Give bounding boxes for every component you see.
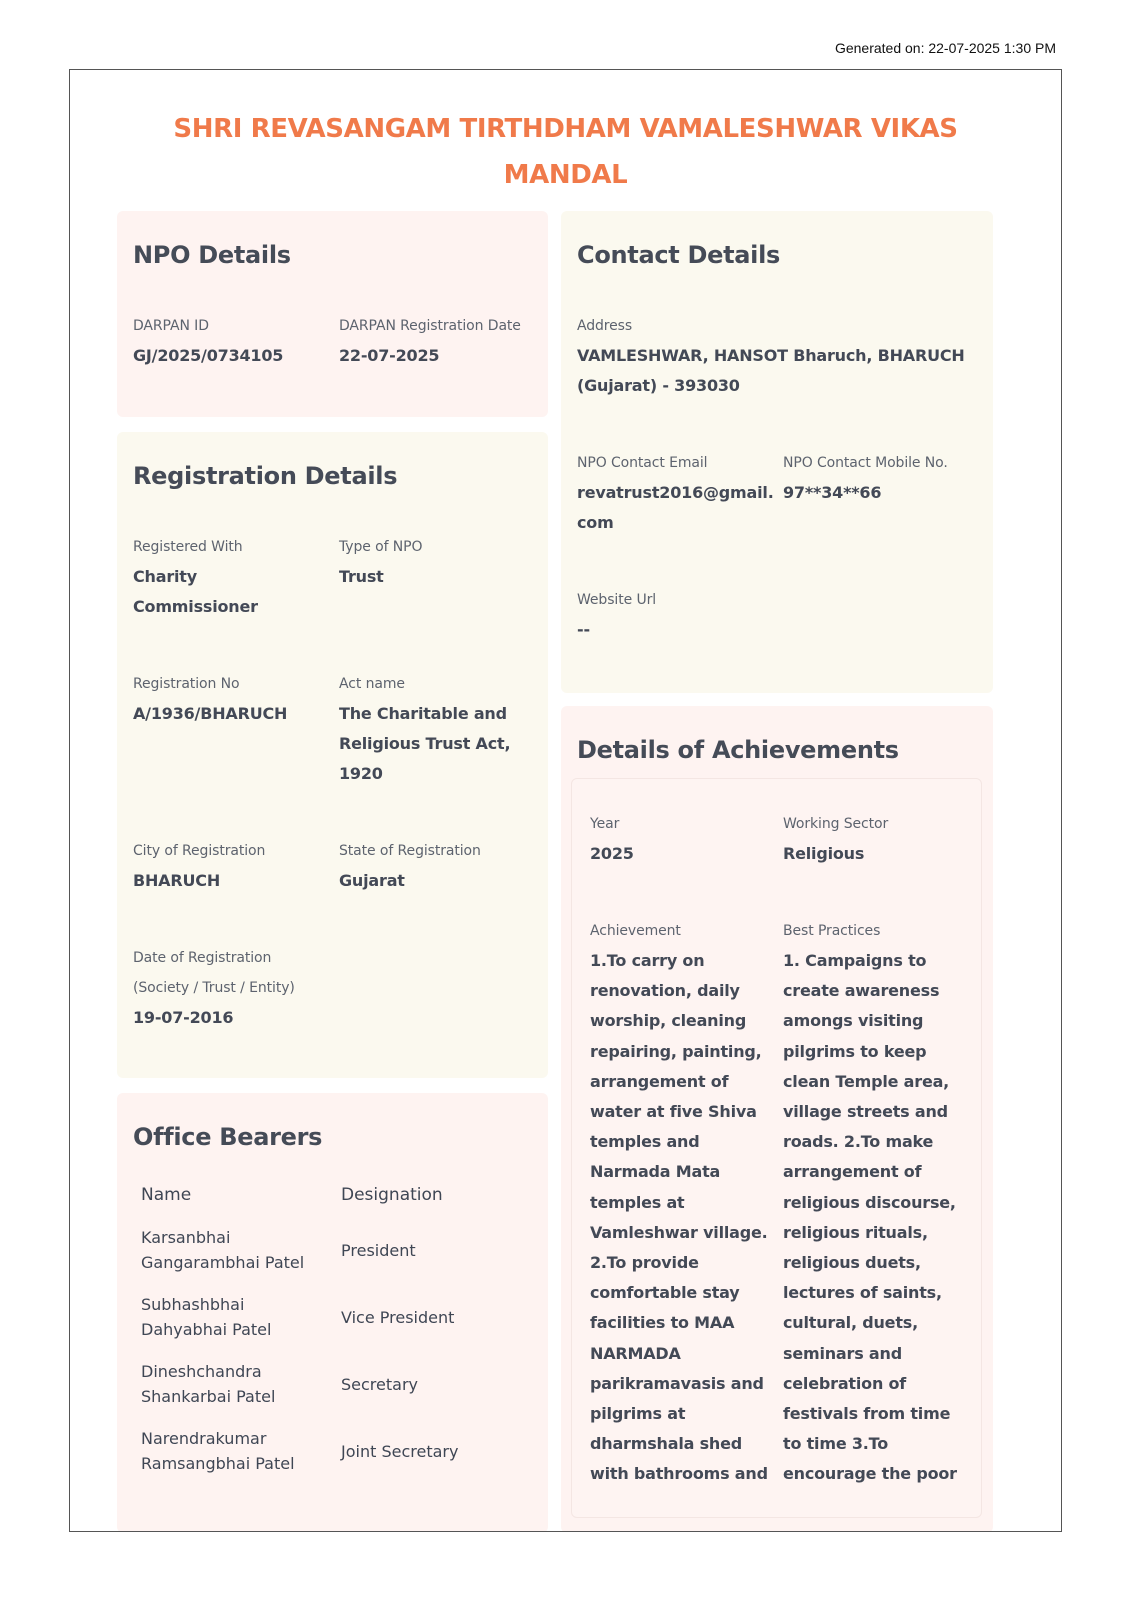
office-row-4-name: Narendrakumar Ramsangbhai Patel (141, 1429, 295, 1473)
darpan-reg-date-value: 22-07-2025 (339, 346, 440, 365)
document-page (69, 69, 1062, 1532)
email-field (577, 448, 777, 538)
registration-date-value: 19-07-2016 (133, 1008, 234, 1027)
registration-state-value: Gujarat (339, 871, 405, 890)
sector-label: Working Sector (783, 816, 889, 832)
achievement-label: Achievement (590, 923, 681, 939)
registration-date-label: Date of Registration (Society / Trust / Entity) (133, 950, 295, 996)
npo-details-title: NPO Details (133, 241, 291, 269)
office-row-2-name: Subhashbhai Dahyabhai Patel (141, 1295, 272, 1339)
registration-no-field (133, 669, 333, 729)
sector-value: Religious (783, 844, 865, 863)
address-field (577, 311, 977, 401)
website-field (577, 585, 777, 645)
achievements-card (561, 706, 993, 1532)
registration-details-title: Registration Details (133, 462, 398, 490)
act-name-value: The Charitable and Religious Trust Act, 1920 (339, 704, 511, 783)
office-col-name: Name (141, 1185, 192, 1205)
darpan-id-label: DARPAN ID (133, 318, 209, 334)
act-name-field (339, 669, 519, 789)
best-practices-field (783, 916, 973, 1490)
darpan-id-value: GJ/2025/0734105 (133, 346, 284, 365)
mobile-field (783, 448, 983, 508)
office-bearers-title: Office Bearers (133, 1123, 323, 1151)
generated-timestamp: Generated on: 22-07-2025 1:30 PM (834, 40, 1056, 56)
registration-city-label: City of Registration (133, 843, 266, 859)
registration-no-label: Registration No (133, 676, 240, 692)
sector-field (783, 809, 973, 869)
website-label: Website Url (577, 592, 657, 608)
npo-type-value: Trust (339, 567, 384, 586)
registration-date-field (133, 943, 313, 1033)
npo-type-field (339, 532, 534, 592)
best-practices-value: 1. Campaigns to create awareness amongs visiting pilgrims to keep clean Temple area, village streets and roads. 2.To make arrangement of religious discourse, religious rituals, religious duets, lectures of saints, cultural, duets, seminars and celebration of festivals from time to time 3.To encourage the poor (783, 951, 957, 1484)
contact-details-card (561, 211, 993, 693)
year-label: Year (590, 816, 620, 832)
office-row-4-designation: Joint Secretary (341, 1442, 459, 1461)
contact-details-title: Contact Details (577, 241, 781, 269)
act-name-label: Act name (339, 676, 405, 692)
organization-title: SHRI REVASANGAM TIRTHDHAM VAMALESHWAR VIKAS MANDAL (173, 114, 958, 190)
registration-details-card (117, 432, 548, 1078)
office-row-3-designation: Secretary (341, 1375, 418, 1394)
address-value: VAMLESHWAR, HANSOT Bharuch, BHARUCH (Gujarat) - 393030 (577, 346, 965, 395)
registration-state-label: State of Registration (339, 843, 481, 859)
mobile-label: NPO Contact Mobile No. (783, 455, 948, 471)
office-bearers-card (117, 1093, 548, 1532)
email-label: NPO Contact Email (577, 455, 708, 471)
registered-with-label: Registered With (133, 539, 243, 555)
achievement-field (590, 916, 780, 1490)
achievement-entry (571, 778, 982, 1518)
registration-no-value: A/1936/BHARUCH (133, 704, 288, 723)
office-row-2-designation: Vice President (341, 1308, 455, 1327)
achievement-value: 1.To carry on renovation, daily worship, cleaning repairing, painting, arrangement of water at five Shiva temples and Narmada Mata temples at Vamleshwar village. 2.To provide comfortable stay facilities to MAA NARMADA parikramavasis and pilgrims at dharmshala shed with bathrooms and (590, 951, 768, 1484)
mobile-value: 97**34**66 (783, 483, 882, 502)
achievements-title: Details of Achievements (577, 736, 899, 764)
website-value: -- (577, 620, 590, 639)
registration-state-field (339, 836, 539, 896)
address-label: Address (577, 318, 633, 334)
office-row-3-name: Dineshchandra Shankarbai Patel (141, 1362, 276, 1406)
registered-with-field (133, 532, 283, 622)
registration-city-field (133, 836, 333, 896)
npo-details-card (117, 211, 548, 417)
year-value: 2025 (590, 844, 634, 863)
best-practices-label: Best Practices (783, 923, 881, 939)
office-col-designation: Designation (341, 1185, 443, 1205)
registered-with-value: Charity Commissioner (133, 567, 258, 616)
registration-city-value: BHARUCH (133, 871, 221, 890)
email-value: revatrust2016@gmail.com (577, 483, 774, 532)
office-row-1-name: Karsanbhai Gangarambhai Patel (141, 1228, 305, 1272)
year-field (590, 809, 770, 869)
darpan-id-field (133, 311, 333, 371)
office-row-1-designation: President (341, 1241, 416, 1260)
npo-type-label: Type of NPO (339, 539, 423, 555)
darpan-reg-date-label: DARPAN Registration Date (339, 318, 521, 334)
darpan-reg-date-field (339, 311, 544, 371)
